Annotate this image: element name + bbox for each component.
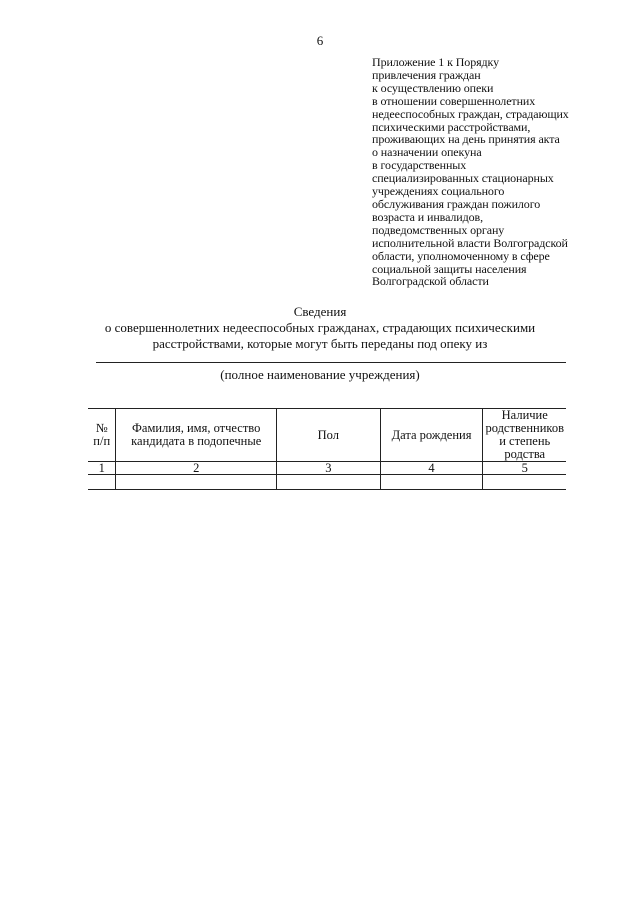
table-cell	[116, 475, 277, 490]
page-number: 6	[316, 33, 324, 48]
table-cell	[380, 475, 483, 490]
annex-line: недееспособных граждан, страдающих	[372, 106, 569, 121]
table-cell	[277, 475, 381, 490]
annex-line: Приложение 1 к Порядку	[372, 55, 499, 69]
annex-line: к осуществлению опеки	[372, 80, 494, 95]
table-row	[88, 475, 566, 490]
table-header-row	[88, 409, 566, 462]
header-full-name: Фамилия, имя, отчество кандидата в подопечные	[116, 409, 277, 462]
column-number-row	[88, 462, 566, 475]
annex-line: в отношении совершеннолетних	[372, 93, 536, 108]
annex-line: психическими расстройствами,	[372, 119, 531, 134]
annex-line: привлечения граждан	[372, 67, 481, 82]
annex-line: учреждениях социального	[372, 184, 505, 199]
table-cell	[88, 475, 116, 490]
header-birth-date: Дата рождения	[380, 409, 483, 462]
annex-line: о назначении опекуна	[372, 145, 482, 160]
annex-line: подведомственных органу	[372, 222, 505, 237]
column-number: 3	[277, 462, 381, 475]
annex-line: возраста и инвалидов,	[372, 209, 483, 224]
annex-line: области, уполномоченному в сфере	[372, 248, 550, 263]
subtitle-line: о совершеннолетних недееспособных гражданах, страдающих психическими	[104, 320, 536, 335]
annex-line: в государственных	[372, 158, 467, 173]
header-number: № п/п	[88, 409, 116, 462]
column-number: 4	[380, 462, 483, 475]
institution-fill-line	[96, 362, 566, 363]
column-number: 1	[88, 462, 116, 475]
annex-line: специализированных стационарных	[372, 171, 554, 186]
document-subtitle	[70, 320, 570, 352]
annex-line: обслуживания граждан пожилого	[372, 196, 541, 211]
header-sex: Пол	[277, 409, 381, 462]
document-title: Сведения	[293, 304, 347, 319]
annex-line: Волгоградской области	[372, 274, 489, 289]
wards-table	[88, 408, 566, 490]
header-relatives: Наличие родственников и степень родства	[483, 409, 566, 462]
annex-reference	[372, 56, 632, 288]
annex-line: социальной защиты населения	[372, 261, 527, 276]
annex-line: исполнительной власти Волгоградской	[372, 235, 568, 250]
column-number: 5	[483, 462, 566, 475]
annex-line: проживающих на день принятия акта	[372, 132, 560, 147]
subtitle-line: расстройствами, которые могут быть переданы под опеку из	[152, 336, 488, 351]
table-cell	[483, 475, 566, 490]
column-number: 2	[116, 462, 277, 475]
institution-caption: (полное наименование учреждения)	[220, 367, 420, 382]
